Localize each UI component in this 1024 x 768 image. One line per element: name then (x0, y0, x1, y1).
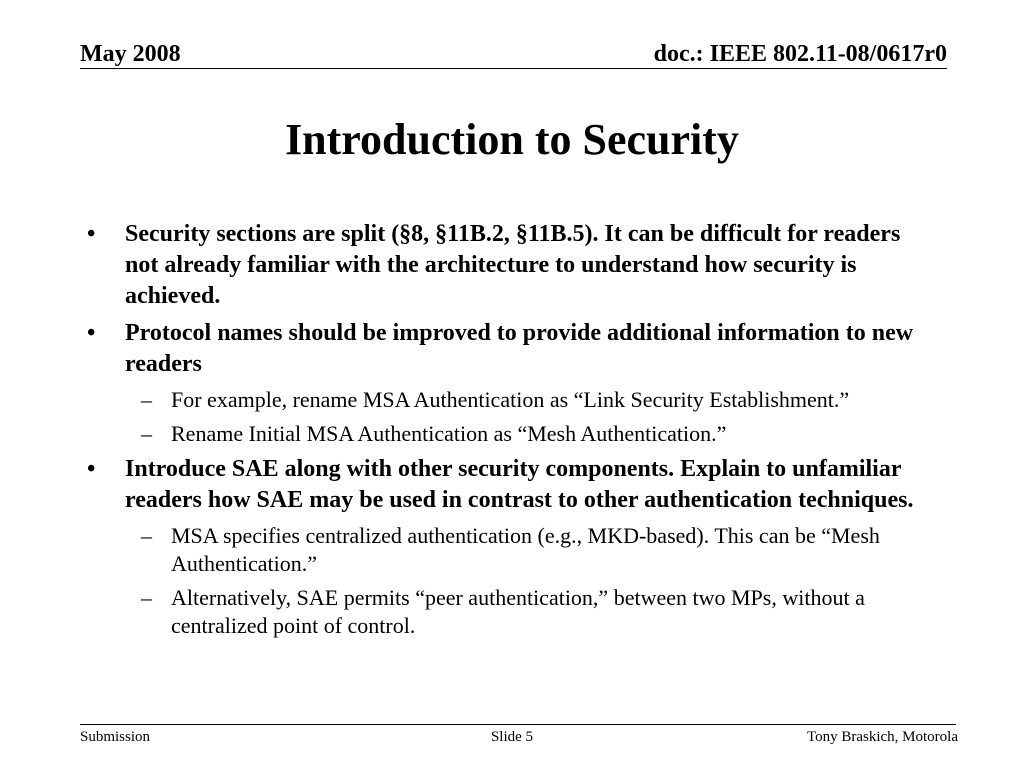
footer-divider (80, 724, 956, 725)
bullet-marker: • (87, 221, 96, 247)
bullet-1-text: Security sections are split (§8, §11B.2, §11B.5). It can be difficult for readers not already familiar with the architecture to understand how security is achieved. (125, 221, 901, 309)
bullet-3-text: Introduce SAE along with other security components. Explain to unfamiliar readers how SAE may be used in contrast to other authentication techniques. (125, 456, 914, 513)
sub-bullet-2-1 (0, 386, 951, 414)
bullet-1 (0, 219, 925, 312)
sub-bullet-2-2 (0, 420, 951, 448)
sub-bullet-3-1 (0, 522, 951, 578)
bullet-3 (0, 454, 925, 516)
sub-bullet-marker: – (141, 585, 152, 610)
sub-bullet-3-2-text: Alternatively, SAE permits “peer authentication,” between two MPs, without a centralized point of control. (171, 585, 865, 638)
sub-bullet-2-1-text: For example, rename MSA Authentication as “Link Security Establishment.” (171, 387, 850, 412)
footer-author: Tony Braskich, Motorola (806, 729, 958, 745)
footer-submission: Submission (80, 729, 151, 745)
bullet-marker: • (87, 456, 96, 482)
sub-bullet-2-2-text: Rename Initial MSA Authentication as “Mesh Authentication.” (171, 421, 727, 446)
bullet-2-text: Protocol names should be improved to provide additional information to new readers (125, 320, 914, 377)
sub-bullet-marker: – (141, 421, 152, 446)
bullet-2 (0, 318, 925, 380)
header-date: May 2008 (80, 41, 181, 67)
sub-bullet-3-1-text: MSA specifies centralized authentication (e.g., MKD-based). This can be “Mesh Authentication.” (171, 523, 880, 576)
sub-bullet-marker: – (141, 523, 152, 548)
slide-body (0, 219, 1024, 646)
sub-bullet-marker: – (141, 387, 152, 412)
slide-title: Introduction to Security (285, 115, 739, 164)
bullet-marker: • (87, 320, 96, 346)
header-doc-id: doc.: IEEE 802.11-08/0617r0 (653, 41, 947, 67)
footer-slide-number: Slide 5 (490, 729, 534, 745)
header-divider (80, 68, 947, 69)
sub-bullet-3-2 (0, 584, 951, 640)
